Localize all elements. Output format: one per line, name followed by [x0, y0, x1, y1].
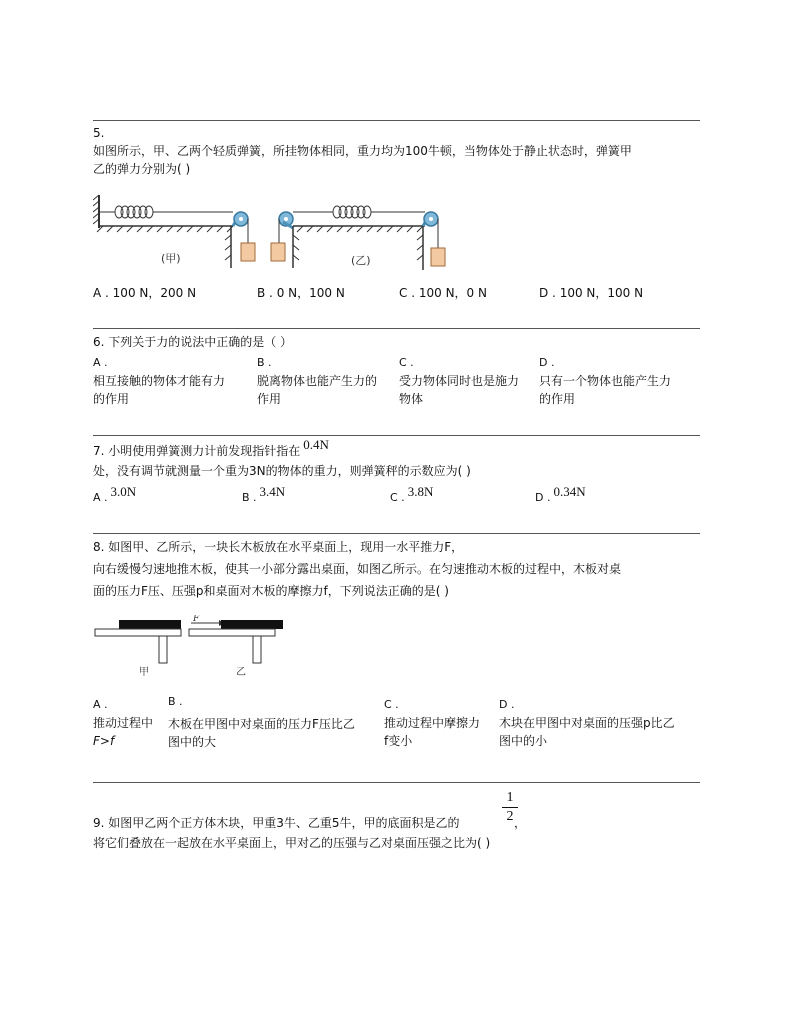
q5-option-d-letter: D . — [539, 286, 556, 300]
q6-option-a — [93, 354, 253, 408]
q6-stem: 6. 下列关于力的说法中正确的是（ ） — [93, 335, 293, 349]
q5-option-d — [539, 284, 643, 302]
q5-figure-label-a: (甲) — [161, 252, 181, 265]
q5-stem-line2: 乙的弹力分别为( ) — [93, 162, 191, 176]
q6-option-d — [539, 354, 699, 408]
q9-stem-line2: 将它们叠放在一起放在水平桌面上，甲对乙的压强与乙对桌面压强之比为( ) — [93, 836, 491, 850]
q5-option-c-text: 100 N，0 N — [418, 286, 487, 300]
q6-option-a-line1: 相互接触的物体才能有力 — [93, 374, 226, 388]
q6-option-b-line1: 脱离物体也能产生力的 — [257, 374, 378, 388]
q7-option-d-letter: D . — [535, 491, 551, 504]
q6-option-b-letter: B . — [257, 356, 272, 369]
q8-option-c-line1: 推动过程中摩擦力 — [384, 716, 481, 730]
q6-option-c-line2: 物体 — [399, 392, 424, 406]
q8-stem-line3: 面的压力F压、压强p和桌面对木板的摩擦力f，下列说法正确的是( ) — [93, 584, 449, 598]
q8-stem-line2: 向右缓慢匀速地推木板，使其一小部分露出桌面，如图乙所示。在匀速推动木板的过程中，木板对桌 — [93, 562, 622, 576]
q5-stem-line1: 如图所示，甲、乙两个轻质弹簧，所挂物体相同，重力均为100牛顿，当物体处于静止状态时，弹簧甲 — [93, 144, 632, 158]
q6-option-a-letter: A . — [93, 356, 108, 369]
divider-q9-top — [93, 782, 700, 783]
q8-option-b — [168, 693, 380, 751]
q6-option-b-line2: 作用 — [257, 392, 282, 406]
q5-option-c — [399, 284, 487, 302]
q5-number: 5. — [93, 126, 105, 140]
q8-option-c-line2: f变小 — [384, 734, 413, 748]
q7-option-b-letter: B . — [242, 491, 257, 504]
q7-stem-line2: 处，没有调节就测量一个重为3N的物体的重力，则弹簧秤的示数应为( ) — [93, 464, 471, 478]
q7-stem-value: 0.4N — [303, 437, 329, 452]
q8-board-figure — [93, 615, 293, 679]
q8-figure-label-a: 甲 — [139, 667, 149, 678]
q6-option-b — [257, 354, 397, 408]
divider-q5-top — [93, 120, 700, 121]
divider-q8-top — [93, 533, 700, 534]
q8-option-a-line2: F>f — [93, 734, 115, 748]
q7-option-c-value: 3.8N — [407, 484, 434, 499]
q7-stem-line1 — [93, 437, 329, 460]
q7-option-a-letter: A . — [93, 491, 108, 504]
q9-frac-numerator: 1 — [506, 790, 514, 805]
q7-option-d — [535, 484, 586, 507]
q6-option-d-line2: 的作用 — [539, 392, 576, 406]
q8-option-d-letter: D . — [499, 698, 515, 711]
q5-spring-figure — [93, 190, 453, 275]
q8-option-c — [384, 696, 496, 750]
q9-stem-line1: 9. 如图甲乙两个正方体木块，甲重3牛、乙重5牛，甲的底面积是乙的 — [93, 816, 460, 830]
q7-option-a-value: 3.0N — [110, 484, 137, 499]
q9-frac-bar — [502, 807, 518, 808]
q7-option-b-value: 3.4N — [259, 484, 286, 499]
q8-stem-line1: 8. 如图甲、乙所示，一块长木板放在水平桌面上，现用一水平推力F， — [93, 540, 464, 554]
q8-option-d — [499, 696, 699, 750]
divider-q6-top — [93, 328, 700, 329]
q7-option-c-letter: C . — [390, 491, 405, 504]
q5-option-d-text: 100 N，100 N — [559, 286, 644, 300]
q8-option-a — [93, 696, 168, 750]
q7-option-c — [390, 484, 434, 507]
q6-option-a-line2: 的作用 — [93, 392, 130, 406]
q7-option-a — [93, 484, 137, 507]
q7-option-b — [242, 484, 286, 507]
q6-option-d-letter: D . — [539, 356, 555, 369]
q5-option-a-letter: A . — [93, 286, 109, 300]
q8-figure-force: F — [193, 615, 200, 624]
q6-option-c — [399, 354, 539, 408]
q8-figure-label-b: 乙 — [236, 667, 246, 678]
q5-option-b — [257, 284, 345, 302]
q7-option-d-value: 0.34N — [553, 484, 586, 499]
q8-option-c-letter: C . — [384, 698, 399, 711]
q9-frac-denominator: 2 — [506, 809, 514, 824]
q5-figure-label-b: (乙) — [351, 254, 371, 267]
q6-option-c-line1: 受力物体同时也是施力 — [399, 374, 520, 388]
q8-option-a-line1: 推动过程中 — [93, 716, 154, 730]
q6-option-d-line1: 只有一个物体也能产生力 — [539, 374, 672, 388]
divider-q7-top — [93, 435, 700, 436]
q8-option-b-line2: 图中的大 — [168, 735, 217, 749]
q7-stem-prefix: 7. 小明使用弹簧测力计前发现指针指在 — [93, 444, 301, 458]
q8-option-d-line2: 图中的小 — [499, 734, 548, 748]
q5-option-a-text: 100 N，200 N — [112, 286, 197, 300]
q9-stem-comma: ， — [514, 816, 527, 830]
q8-option-d-line1: 木块在甲图中对桌面的压强p比乙 — [499, 716, 675, 730]
q6-option-c-letter: C . — [399, 356, 414, 369]
q5-option-b-text: 0 N，100 N — [276, 286, 345, 300]
q5-option-a — [93, 284, 196, 302]
q8-option-b-letter: B . — [168, 695, 183, 708]
q8-option-b-line1: 木板在甲图中对桌面的压力F压比乙 — [168, 717, 355, 731]
q8-option-a-letter: A . — [93, 698, 108, 711]
q5-option-b-letter: B . — [257, 286, 273, 300]
q5-option-c-letter: C . — [399, 286, 416, 300]
